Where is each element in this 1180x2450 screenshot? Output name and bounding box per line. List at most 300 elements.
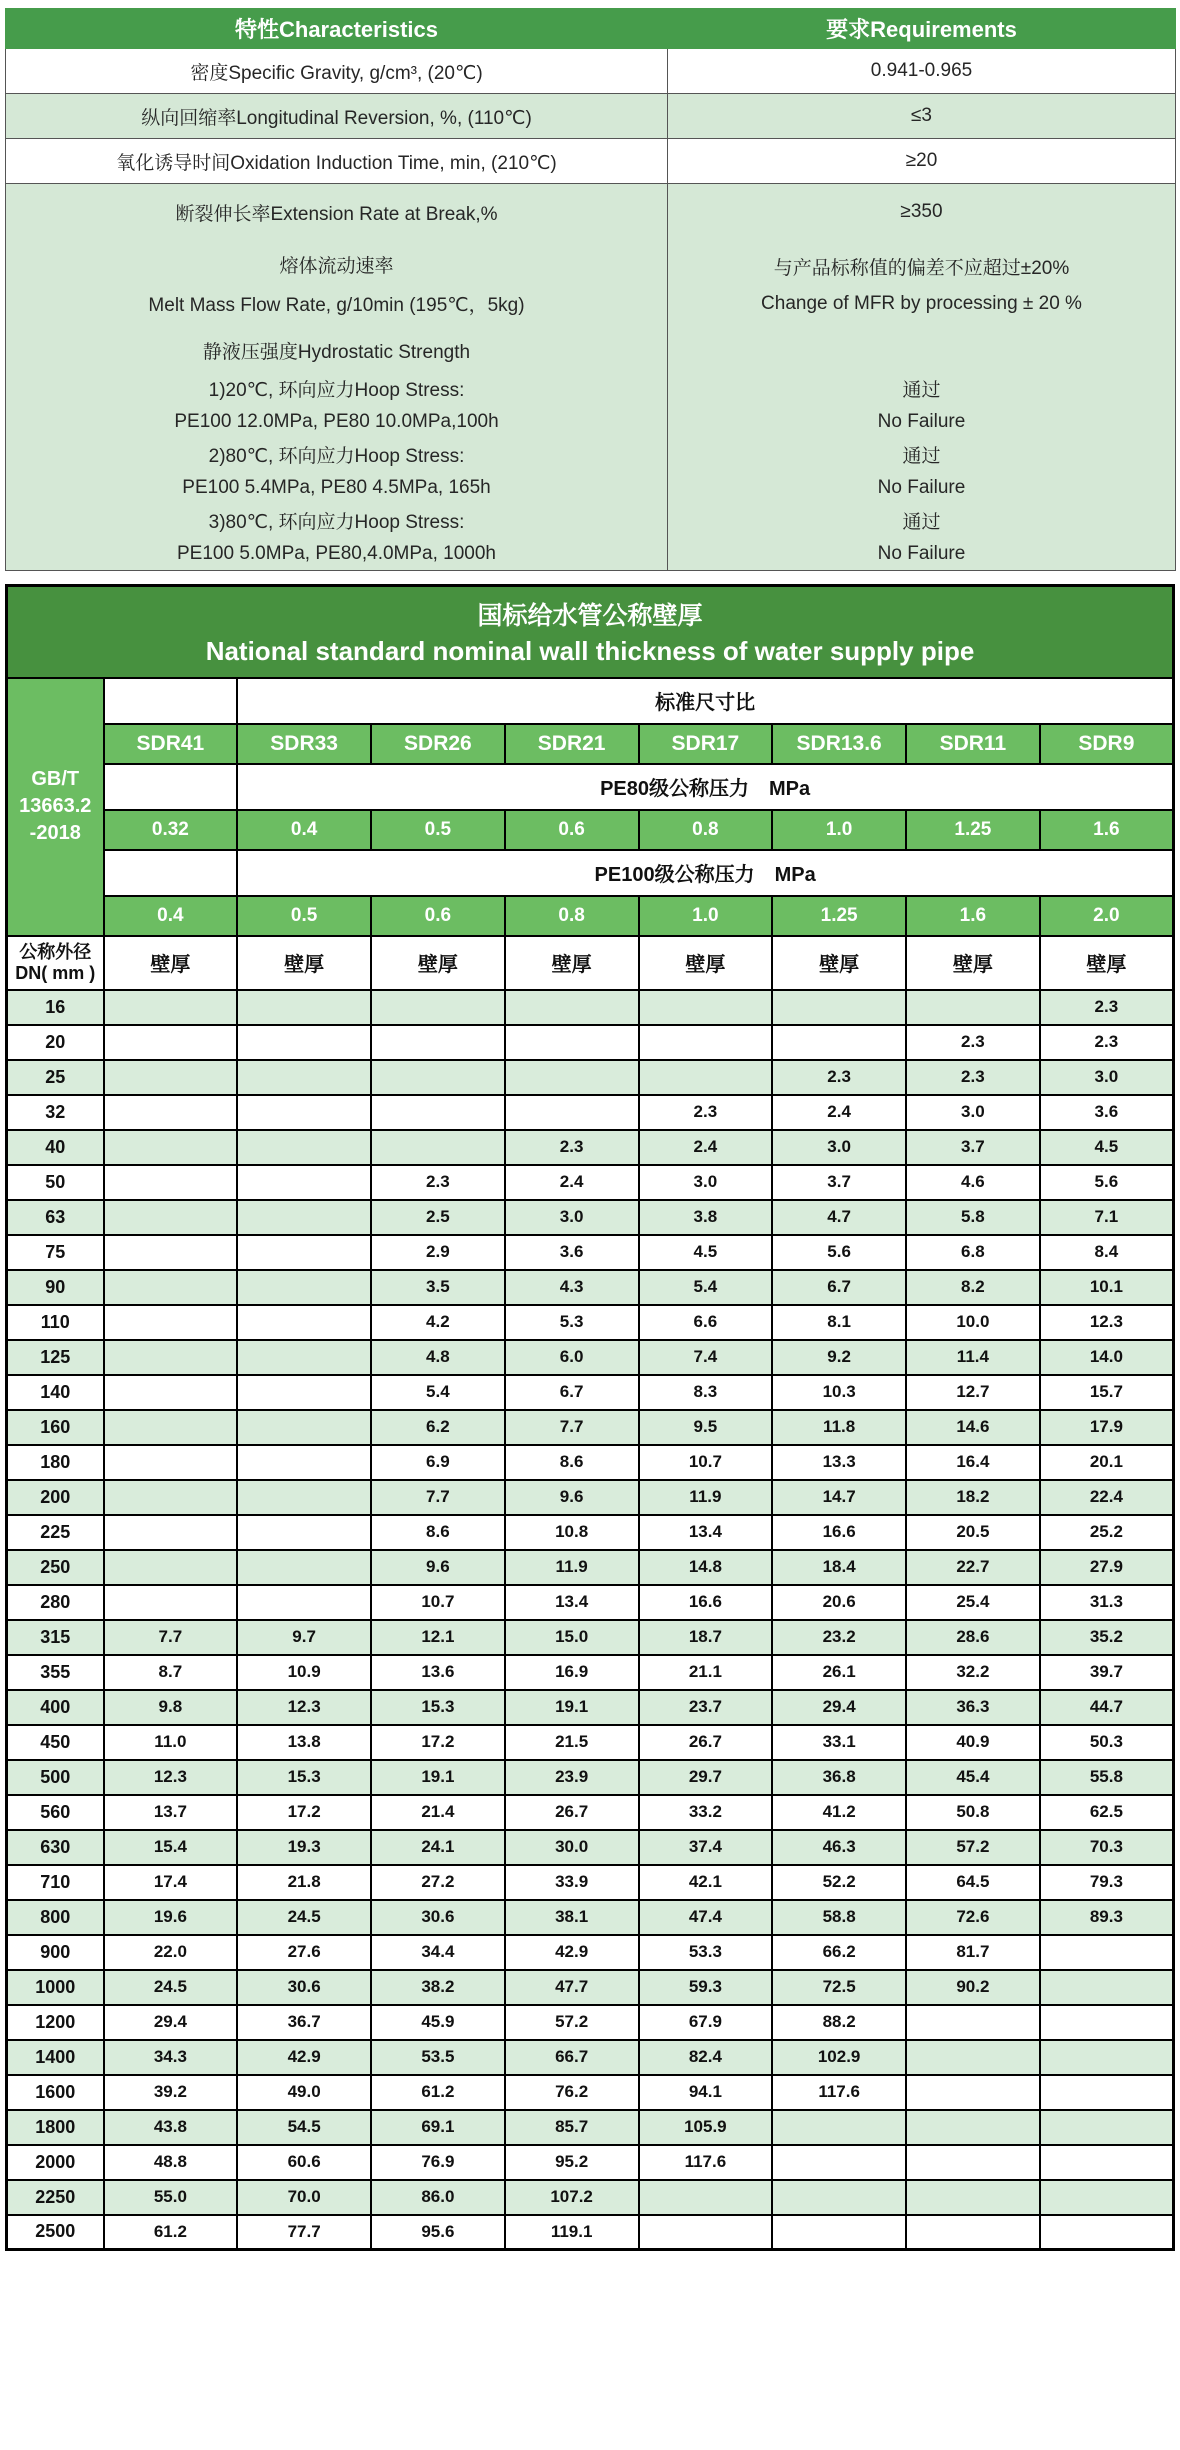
thickness-value-cell: 95.2 (505, 2145, 639, 2180)
thickness-value-cell (505, 990, 639, 1025)
thickness-value-cell (1040, 2215, 1174, 2250)
dn-cell: 1600 (7, 2075, 104, 2110)
block-line: 2)80℃, 环向应力Hoop Stress: (208, 446, 465, 467)
thickness-value-cell: 32.2 (906, 1655, 1040, 1690)
dn-cell: 315 (7, 1620, 104, 1655)
thickness-value-cell: 10.0 (906, 1305, 1040, 1340)
thickness-value-cell (104, 1060, 238, 1095)
thickness-value-cell: 5.3 (505, 1305, 639, 1340)
data-row (7, 1690, 1174, 1725)
thickness-value-cell: 90.2 (906, 1970, 1040, 2005)
thickness-value-cell: 9.2 (772, 1340, 906, 1375)
thickness-value-cell: 11.0 (104, 1725, 238, 1760)
dn-cell: 110 (7, 1305, 104, 1340)
thickness-value-cell: 54.5 (237, 2110, 371, 2145)
thickness-value-cell: 19.3 (237, 1830, 371, 1865)
thickness-value-cell (772, 2110, 906, 2145)
thickness-value-cell (237, 1550, 371, 1585)
thickness-value-cell: 23.9 (505, 1760, 639, 1795)
thickness-value-cell: 26.7 (505, 1795, 639, 1830)
data-row (7, 2040, 1174, 2075)
block-line: PE100 5.4MPa, PE80 4.5MPa, 165h (182, 476, 491, 498)
pe80-value-cell: 0.32 (104, 810, 238, 850)
wall-thickness-table (5, 584, 1175, 2251)
thickness-value-cell: 7.7 (505, 1410, 639, 1445)
thickness-value-cell (237, 1130, 371, 1165)
dn-header-line: DN( mm ) (15, 962, 96, 983)
thickness-header-cell: 壁厚 (505, 936, 639, 990)
block-pair-left (6, 471, 667, 504)
thickness-value-cell: 13.7 (104, 1795, 238, 1830)
pe80-header-cell: PE80级公称压力 MPa (237, 764, 1173, 810)
sdr-label-cell: SDR13.6 (772, 724, 906, 764)
standard-code-cell (7, 678, 104, 936)
thickness-value-cell: 50.8 (906, 1795, 1040, 1830)
characteristics-table (5, 8, 1176, 571)
thickness-value-cell: 20.5 (906, 1515, 1040, 1550)
thickness-value-cell: 4.2 (371, 1305, 505, 1340)
block-line: No Failure (877, 542, 966, 564)
thickness-value-cell: 69.1 (371, 2110, 505, 2145)
thickness-header-cell: 壁厚 (371, 936, 505, 990)
dn-cell: 710 (7, 1865, 104, 1900)
data-row (7, 1970, 1174, 2005)
thickness-value-cell: 2.4 (772, 1095, 906, 1130)
thickness-value-cell: 2.4 (505, 1165, 639, 1200)
blank-cell (104, 678, 238, 724)
thickness-value-cell (1040, 2075, 1174, 2110)
sdr-label-cell: SDR9 (1040, 724, 1174, 764)
thickness-value-cell: 47.4 (639, 1900, 773, 1935)
thickness-value-cell: 9.5 (639, 1410, 773, 1445)
thickness-value-cell (104, 1235, 238, 1270)
thickness-value-cell: 42.1 (639, 1865, 773, 1900)
thickness-value-cell (1040, 2005, 1174, 2040)
thickness-value-cell: 3.0 (772, 1130, 906, 1165)
block-line: PE100 12.0MPa, PE80 10.0MPa,100h (174, 410, 499, 432)
thickness-value-cell (104, 990, 238, 1025)
thickness-value-cell: 64.5 (906, 1865, 1040, 1900)
dn-header-cell (7, 936, 104, 990)
block-line: No Failure (877, 476, 966, 498)
thickness-value-cell: 45.9 (371, 2005, 505, 2040)
thickness-value-cell: 22.4 (1040, 1480, 1174, 1515)
thickness-value-cell (237, 1410, 371, 1445)
thickness-value-cell (237, 1585, 371, 1620)
data-row (7, 1480, 1174, 1515)
data-row (7, 2110, 1174, 2145)
thickness-value-cell (906, 2215, 1040, 2250)
thickness-value-cell: 89.3 (1040, 1900, 1174, 1935)
pe80-value-cell: 1.25 (906, 810, 1040, 850)
thickness-value-cell: 37.4 (639, 1830, 773, 1865)
data-row (7, 2180, 1174, 2215)
thickness-value-cell (371, 1025, 505, 1060)
thickness-value-cell: 49.0 (237, 2075, 371, 2110)
block-pair-left (6, 372, 667, 405)
pe100-header-cell: PE100级公称压力 MPa (237, 850, 1173, 896)
data-row (7, 1305, 1174, 1340)
dn-cell: 180 (7, 1445, 104, 1480)
thickness-value-cell (104, 1550, 238, 1585)
thickness-value-cell (371, 990, 505, 1025)
characteristics-row (6, 139, 1176, 184)
block-pair-right (668, 240, 1175, 328)
thickness-value-cell: 35.2 (1040, 1620, 1174, 1655)
thickness-value-cell: 10.7 (639, 1445, 773, 1480)
dn-cell: 450 (7, 1725, 104, 1760)
thickness-value-cell (237, 1025, 371, 1060)
pe100-value-cell: 0.5 (237, 896, 371, 936)
dn-cell: 1400 (7, 2040, 104, 2075)
thickness-header-cell: 壁厚 (1040, 936, 1174, 990)
thickness-value-cell: 55.0 (104, 2180, 238, 2215)
table-title (7, 586, 1174, 678)
block-pair-left (6, 504, 667, 537)
thickness-value-cell: 12.3 (1040, 1305, 1174, 1340)
thickness-value-cell: 9.6 (371, 1550, 505, 1585)
dn-cell: 140 (7, 1375, 104, 1410)
dn-cell: 50 (7, 1165, 104, 1200)
thickness-value-cell: 8.6 (505, 1445, 639, 1480)
dn-cell: 2250 (7, 2180, 104, 2215)
thickness-value-cell: 25.4 (906, 1585, 1040, 1620)
sdr-row (7, 724, 1174, 764)
thickness-value-cell: 7.7 (371, 1480, 505, 1515)
data-row (7, 1165, 1174, 1200)
thickness-value-cell: 119.1 (505, 2215, 639, 2250)
hydro-right-cell (668, 184, 1176, 571)
thickness-value-cell: 42.9 (237, 2040, 371, 2075)
block-line: Melt Mass Flow Rate, g/10min (195℃，5kg) (148, 294, 525, 316)
pe100-values-row (7, 896, 1174, 936)
thickness-value-cell: 3.0 (1040, 1060, 1174, 1095)
thickness-value-cell: 4.5 (639, 1235, 773, 1270)
thickness-value-cell: 26.1 (772, 1655, 906, 1690)
thickness-value-cell: 107.2 (505, 2180, 639, 2215)
dn-cell: 1200 (7, 2005, 104, 2040)
data-row (7, 2145, 1174, 2180)
block-pair-right (668, 372, 1175, 405)
thickness-value-cell: 13.4 (639, 1515, 773, 1550)
characteristic-cell: 氧化诱导时间Oxidation Induction Time, min, (210℃) (6, 139, 668, 184)
thickness-value-cell (104, 1305, 238, 1340)
thickness-value-cell: 10.1 (1040, 1270, 1174, 1305)
thickness-value-cell: 30.0 (505, 1830, 639, 1865)
data-row (7, 1865, 1174, 1900)
thickness-value-cell: 8.1 (772, 1305, 906, 1340)
thickness-value-cell (772, 1025, 906, 1060)
data-row (7, 2215, 1174, 2250)
thickness-value-cell: 17.4 (104, 1865, 238, 1900)
thickness-value-cell (639, 2180, 773, 2215)
thickness-value-cell: 14.7 (772, 1480, 906, 1515)
thickness-value-cell: 14.0 (1040, 1340, 1174, 1375)
thickness-value-cell: 21.1 (639, 1655, 773, 1690)
dn-cell: 280 (7, 1585, 104, 1620)
hydro-block-row (6, 184, 1176, 571)
thickness-value-cell (906, 2145, 1040, 2180)
thickness-value-cell: 36.3 (906, 1690, 1040, 1725)
thickness-value-cell: 9.6 (505, 1480, 639, 1515)
characteristics-header: 特性Characteristics (6, 9, 668, 49)
thickness-value-cell: 18.2 (906, 1480, 1040, 1515)
thickness-value-cell: 40.9 (906, 1725, 1040, 1760)
thickness-value-cell: 62.5 (1040, 1795, 1174, 1830)
block-pair-left (6, 184, 667, 240)
thickness-value-cell: 70.3 (1040, 1830, 1174, 1865)
dn-cell: 32 (7, 1095, 104, 1130)
thickness-value-cell: 25.2 (1040, 1515, 1174, 1550)
thickness-value-cell: 30.6 (237, 1970, 371, 2005)
thickness-value-cell: 39.7 (1040, 1655, 1174, 1690)
pe80-value-cell: 0.8 (639, 810, 773, 850)
block-pair-left (6, 537, 667, 570)
data-row (7, 1830, 1174, 1865)
thickness-value-cell: 76.9 (371, 2145, 505, 2180)
dn-cell: 1000 (7, 1970, 104, 2005)
thickness-value-cell: 66.7 (505, 2040, 639, 2075)
thickness-value-cell (906, 2110, 1040, 2145)
pe100-value-cell: 0.6 (371, 896, 505, 936)
thickness-value-cell: 6.6 (639, 1305, 773, 1340)
dn-cell: 16 (7, 990, 104, 1025)
requirements-header: 要求Requirements (668, 9, 1176, 49)
thickness-value-cell (104, 1515, 238, 1550)
thickness-value-cell: 6.0 (505, 1340, 639, 1375)
data-row (7, 1795, 1174, 1830)
thickness-value-cell (906, 2040, 1040, 2075)
thickness-value-cell: 8.2 (906, 1270, 1040, 1305)
dn-cell: 25 (7, 1060, 104, 1095)
thickness-value-cell: 77.7 (237, 2215, 371, 2250)
thickness-value-cell: 15.3 (237, 1760, 371, 1795)
dn-cell: 225 (7, 1515, 104, 1550)
thickness-value-cell: 22.0 (104, 1935, 238, 1970)
dn-cell: 2500 (7, 2215, 104, 2250)
thickness-value-cell: 4.5 (1040, 1130, 1174, 1165)
thickness-value-cell: 53.3 (639, 1935, 773, 1970)
thickness-value-cell: 34.3 (104, 2040, 238, 2075)
dn-cell: 20 (7, 1025, 104, 1060)
thickness-header-cell: 壁厚 (772, 936, 906, 990)
thickness-header-row (7, 936, 1174, 990)
table-title-en: National standard nominal wall thickness of water supply pipe (205, 635, 975, 666)
thickness-value-cell: 8.3 (639, 1375, 773, 1410)
data-row (7, 1445, 1174, 1480)
thickness-value-cell: 27.2 (371, 1865, 505, 1900)
block-pair-right (668, 504, 1175, 537)
thickness-value-cell: 95.6 (371, 2215, 505, 2250)
thickness-value-cell: 9.8 (104, 1690, 238, 1725)
thickness-value-cell: 23.2 (772, 1620, 906, 1655)
block-line: 通过 (902, 446, 941, 467)
thickness-value-cell (639, 990, 773, 1025)
thickness-value-cell (237, 1165, 371, 1200)
sdr-header-row (7, 678, 1174, 724)
thickness-value-cell: 81.7 (906, 1935, 1040, 1970)
pe80-value-cell: 1.6 (1040, 810, 1174, 850)
standard-line: 13663.2 (19, 795, 92, 817)
block-line: 熔体流动速率 (279, 256, 394, 278)
thickness-value-cell: 3.0 (906, 1095, 1040, 1130)
block-line: 通过 (902, 380, 941, 401)
thickness-value-cell: 3.7 (906, 1130, 1040, 1165)
thickness-value-cell (237, 1480, 371, 1515)
characteristics-row (6, 49, 1176, 94)
block-pair-right (668, 328, 1175, 372)
thickness-value-cell: 45.4 (906, 1760, 1040, 1795)
characteristics-header-row (6, 9, 1176, 49)
thickness-value-cell: 15.0 (505, 1620, 639, 1655)
requirement-cell: ≥20 (668, 139, 1176, 184)
data-row (7, 1270, 1174, 1305)
pe80-values-row (7, 810, 1174, 850)
thickness-value-cell: 2.3 (906, 1025, 1040, 1060)
data-row (7, 2075, 1174, 2110)
thickness-value-cell (772, 2145, 906, 2180)
dn-cell: 800 (7, 1900, 104, 1935)
data-row (7, 1725, 1174, 1760)
standard-line: GB/T (31, 768, 80, 790)
data-row (7, 1550, 1174, 1585)
thickness-value-cell: 41.2 (772, 1795, 906, 1830)
thickness-value-cell: 2.3 (505, 1130, 639, 1165)
thickness-value-cell (104, 1270, 238, 1305)
thickness-value-cell: 42.9 (505, 1935, 639, 1970)
data-row (7, 1060, 1174, 1095)
thickness-value-cell (906, 990, 1040, 1025)
thickness-value-cell: 17.2 (237, 1795, 371, 1830)
thickness-value-cell: 44.7 (1040, 1690, 1174, 1725)
dn-header-line: 公称外径 (19, 941, 92, 962)
thickness-value-cell: 3.5 (371, 1270, 505, 1305)
thickness-value-cell (371, 1095, 505, 1130)
thickness-value-cell: 13.6 (371, 1655, 505, 1690)
thickness-value-cell (906, 2075, 1040, 2110)
thickness-value-cell: 6.7 (505, 1375, 639, 1410)
data-row (7, 1200, 1174, 1235)
dn-cell: 90 (7, 1270, 104, 1305)
pe100-value-cell: 0.8 (505, 896, 639, 936)
data-row (7, 990, 1174, 1025)
data-row (7, 1340, 1174, 1375)
thickness-value-cell: 59.3 (639, 1970, 773, 2005)
thickness-value-cell (1040, 1970, 1174, 2005)
thickness-value-cell (104, 1480, 238, 1515)
thickness-value-cell (237, 1270, 371, 1305)
hydro-left-cell (6, 184, 668, 571)
block-line: No Failure (877, 410, 966, 432)
thickness-value-cell: 5.4 (371, 1375, 505, 1410)
thickness-value-cell: 85.7 (505, 2110, 639, 2145)
thickness-value-cell: 58.8 (772, 1900, 906, 1935)
thickness-value-cell: 12.3 (237, 1690, 371, 1725)
thickness-value-cell: 11.4 (906, 1340, 1040, 1375)
data-row (7, 1235, 1174, 1270)
thickness-value-cell: 28.6 (906, 1620, 1040, 1655)
characteristic-cell: 密度Specific Gravity, g/cm³, (20℃) (6, 49, 668, 94)
pe100-header-row (7, 850, 1174, 896)
thickness-value-cell: 10.3 (772, 1375, 906, 1410)
thickness-value-cell: 7.4 (639, 1340, 773, 1375)
thickness-value-cell: 55.8 (1040, 1760, 1174, 1795)
data-row (7, 1585, 1174, 1620)
thickness-value-cell: 4.3 (505, 1270, 639, 1305)
thickness-value-cell (237, 1515, 371, 1550)
thickness-value-cell: 19.6 (104, 1900, 238, 1935)
thickness-value-cell (104, 1165, 238, 1200)
thickness-value-cell: 66.2 (772, 1935, 906, 1970)
thickness-value-cell (104, 1585, 238, 1620)
dn-cell: 900 (7, 1935, 104, 1970)
block-pair-right (668, 438, 1175, 471)
thickness-value-cell: 6.9 (371, 1445, 505, 1480)
thickness-value-cell: 3.8 (639, 1200, 773, 1235)
block-line: 1)20℃, 环向应力Hoop Stress: (208, 380, 465, 401)
thickness-header-cell: 壁厚 (639, 936, 773, 990)
thickness-value-cell: 18.7 (639, 1620, 773, 1655)
dn-cell: 250 (7, 1550, 104, 1585)
thickness-value-cell: 4.8 (371, 1340, 505, 1375)
pe80-value-cell: 0.5 (371, 810, 505, 850)
dn-cell: 1800 (7, 2110, 104, 2145)
block-line: ≥350 (900, 201, 943, 222)
thickness-value-cell (104, 1095, 238, 1130)
thickness-value-cell (104, 1130, 238, 1165)
thickness-header-cell: 壁厚 (237, 936, 371, 990)
thickness-value-cell (237, 1060, 371, 1095)
thickness-value-cell: 8.6 (371, 1515, 505, 1550)
data-row (7, 1375, 1174, 1410)
thickness-value-cell: 10.9 (237, 1655, 371, 1690)
block-pair-right (668, 184, 1175, 240)
pe100-value-cell: 1.0 (639, 896, 773, 936)
dn-cell: 400 (7, 1690, 104, 1725)
thickness-value-cell: 53.5 (371, 2040, 505, 2075)
thickness-value-cell: 117.6 (772, 2075, 906, 2110)
thickness-value-cell: 21.5 (505, 1725, 639, 1760)
thickness-header-cell: 壁厚 (906, 936, 1040, 990)
blank-cell (104, 764, 238, 810)
thickness-value-cell (505, 1060, 639, 1095)
thickness-value-cell: 2.5 (371, 1200, 505, 1235)
dn-cell: 560 (7, 1795, 104, 1830)
thickness-value-cell: 21.8 (237, 1865, 371, 1900)
thickness-value-cell: 48.8 (104, 2145, 238, 2180)
thickness-value-cell: 117.6 (639, 2145, 773, 2180)
thickness-value-cell: 13.3 (772, 1445, 906, 1480)
thickness-value-cell: 76.2 (505, 2075, 639, 2110)
thickness-value-cell: 3.0 (505, 1200, 639, 1235)
thickness-value-cell: 72.6 (906, 1900, 1040, 1935)
thickness-value-cell (1040, 2110, 1174, 2145)
thickness-value-cell: 5.6 (772, 1235, 906, 1270)
block-line: 与产品标称值的偏差不应超过±20% (773, 258, 1070, 279)
thickness-value-cell: 39.2 (104, 2075, 238, 2110)
sdr-label-cell: SDR33 (237, 724, 371, 764)
table-title-zh: 国标给水管公称壁厚 (477, 601, 703, 630)
block-pair-left (6, 240, 667, 328)
data-row (7, 1935, 1174, 1970)
thickness-value-cell: 27.9 (1040, 1550, 1174, 1585)
thickness-value-cell: 8.7 (104, 1655, 238, 1690)
thickness-value-cell: 8.4 (1040, 1235, 1174, 1270)
thickness-value-cell: 2.3 (1040, 990, 1174, 1025)
thickness-value-cell (906, 2180, 1040, 2215)
thickness-value-cell (237, 1095, 371, 1130)
dn-cell: 63 (7, 1200, 104, 1235)
